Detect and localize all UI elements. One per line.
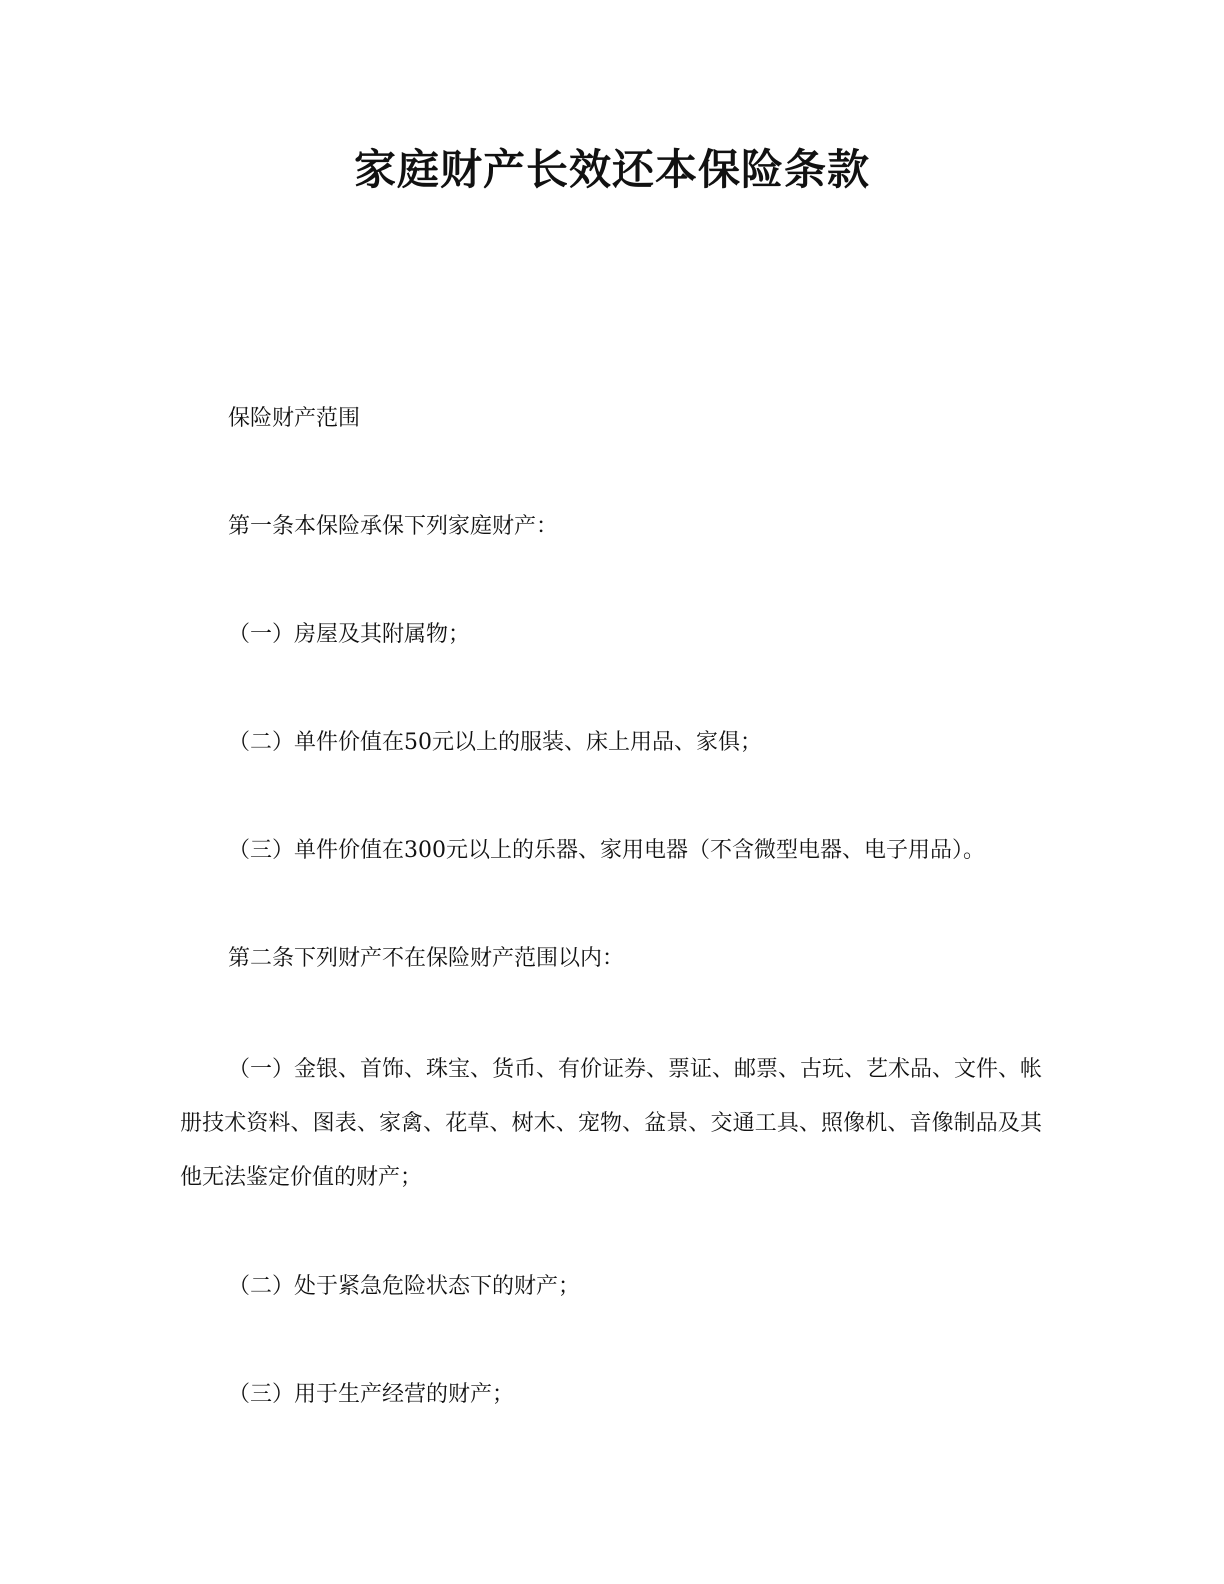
- article-1-item-1: （一）房屋及其附属物；: [228, 622, 471, 647]
- article-1-lead: 第一条本保险承保下列家庭财产：: [228, 514, 559, 539]
- article-1-item-3: （三）单件价值在300元以上的乐器、家用电器（不含微型电器、电子用品）。: [228, 838, 985, 863]
- article-2-item-3: （三）用于生产经营的财产；: [228, 1382, 515, 1407]
- article-2-lead: 第二条下列财产不在保险财产范围以内：: [228, 946, 625, 971]
- section-heading: 保险财产范围: [228, 406, 361, 431]
- article-2-item-1: （一）金银、首饰、珠宝、货币、有价证券、票证、邮票、古玩、艺术品、文件、帐册技术资料、图表、家禽、花草、树木、宠物、盆景、交通工具、照像机、音像制品及其他无法鉴定价值的财产；: [180, 1057, 1043, 1190]
- document-title: 家庭财产长效还本保险条款: [353, 145, 870, 194]
- article-1-item-2: （二）单件价值在50元以上的服装、床上用品、家俱；: [228, 730, 762, 755]
- article-2-item-2: （二）处于紧急危险状态下的财产；: [228, 1274, 581, 1299]
